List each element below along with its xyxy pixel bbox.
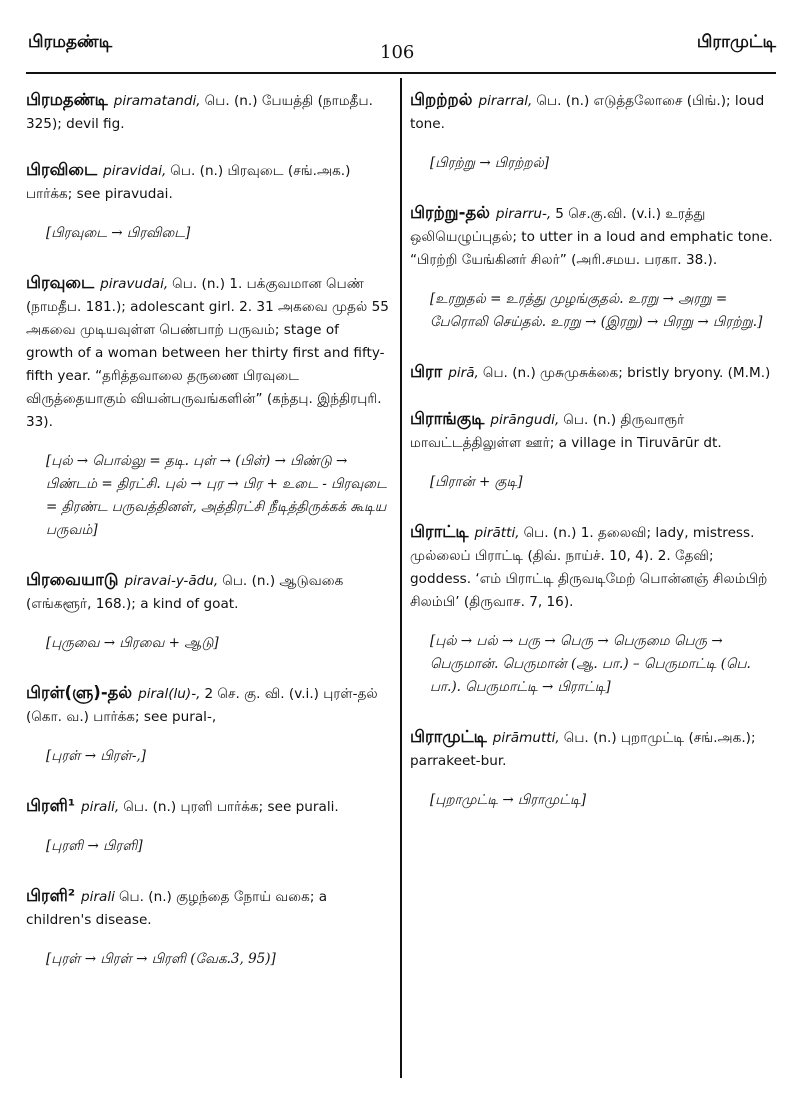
etymology: [புல் → பல் → பரு → பெரு → பெருமை பெரு → பெருமான். பெருமான் (ஆ. பா.) – பெருமாட்டி (பெ. பா.). பெருமாட்டி → பிராட்டி] <box>430 633 751 695</box>
transliteration: piravudai, <box>100 276 169 292</box>
etymology: [புறாமுட்டி → பிராமுட்டி] <box>430 792 587 808</box>
definition: பெ. (n.) புரளி பார்க்க; see purali. <box>123 799 339 815</box>
header-right-guideword: பிராமுட்டி <box>696 32 776 52</box>
definition: பெ. (n.) புறாமுட்டி (சங்.அக.); parrakeet-bur. <box>410 730 756 769</box>
headword: பிறற்றல் <box>410 90 473 109</box>
headword: பிரற்று-தல் <box>410 203 490 222</box>
headword: பிரமதண்டி <box>26 90 108 109</box>
transliteration: pirarru-, <box>495 206 552 222</box>
entry <box>410 725 774 773</box>
transliteration: pirāngudi, <box>490 412 560 428</box>
headword: பிராட்டி <box>410 522 469 541</box>
entry <box>26 681 390 729</box>
page-header <box>0 28 800 68</box>
right-column <box>410 88 774 838</box>
transliteration: pirarral, <box>478 93 533 109</box>
headword: பிரவுடை <box>26 273 95 292</box>
headword: பிராமுட்டி <box>410 727 487 746</box>
headword: பிரளி¹ <box>26 796 76 815</box>
transliteration: pirāmutti, <box>492 730 560 746</box>
entry <box>26 158 390 206</box>
etymology: [பிரற்று → பிரற்றல்] <box>430 155 550 171</box>
transliteration: pirā, <box>448 365 479 381</box>
definition: பெ. (n.) குழந்தை நோய் வகை; a children's disease. <box>26 889 328 928</box>
header-left-guideword: பிரமதண்டி <box>28 32 113 52</box>
headword: பிரவையாடு <box>26 570 119 589</box>
definition: 5 செ.கு.வி. (v.i.) உரத்து ஒலியெழுப்புதல்; to utter in a loud and emphatic tone. “பிரற்றி யேங்கினர் சிலர்” (அரி.சமய. பரகா. 38.). <box>410 206 773 268</box>
column-divider <box>400 78 402 1078</box>
etymology: [புல் → பொல்லு = தடி. புள் → (பிள்) → பிண்டு → பிண்டம் = திரட்சி. புல் → புர → பிர + உடை - பிரவுடை = திரண்ட பருவத்தினள், அத்திரட்சி நீடித்திருக்கக் கூடிய பருவம்] <box>46 453 387 538</box>
entry <box>26 568 390 616</box>
entry <box>410 201 774 272</box>
transliteration: piramatandi, <box>113 93 201 109</box>
left-column <box>26 88 390 997</box>
entry <box>26 271 390 434</box>
etymology: [புரளி → பிரளி] <box>46 838 143 854</box>
entry <box>26 88 390 136</box>
transliteration: pirali <box>81 889 115 905</box>
headword: பிரள்(ளு)-தல் <box>26 683 133 702</box>
etymology: [பிரான் + குடி] <box>430 474 523 490</box>
headword: பிரா <box>410 362 443 381</box>
entry <box>410 407 774 455</box>
entry <box>26 884 390 932</box>
definition: பெ. (n.) ஆடுவகை (எங்களூர், 168.); a kind of goat. <box>26 573 344 612</box>
entry <box>410 520 774 614</box>
header-rule <box>26 72 776 74</box>
etymology: [உரறுதல் = உரத்து முழங்குதல். உரறு → அரறு = பேரொலி செய்தல். உரறு → (இரறு) → பிரறு → பிரற்று.] <box>430 291 763 330</box>
transliteration: piravidai, <box>103 163 167 179</box>
transliteration: pirātti, <box>474 525 520 541</box>
entry <box>410 360 774 385</box>
definition: பெ. (n.) திருவாரூர் மாவட்டத்திலுள்ள ஊர்; a village in Tiruvārūr dt. <box>410 412 722 451</box>
headword: பிராங்குடி <box>410 409 485 428</box>
definition: 2 செ. கு. வி. (v.i.) புரள்-தல் (கொ. வ.) பார்க்க; see pural-, <box>26 686 378 725</box>
transliteration: piral(lu)-, <box>138 686 201 702</box>
entry <box>26 794 390 819</box>
headword: பிரவிடை <box>26 160 98 179</box>
headword: பிரளி² <box>26 886 76 905</box>
definition: பெ. (n.) பேயத்தி (நாமதீப. 325); devil fig. <box>26 93 373 132</box>
entry <box>410 88 774 136</box>
etymology: [பிரவுடை → பிரவிடை] <box>46 225 191 241</box>
definition: பெ. (n.) பிரவுடை (சங்.அக.) பார்க்க; see piravudai. <box>26 163 351 202</box>
transliteration: pirali, <box>81 799 120 815</box>
definition: பெ. (n.) 1. தலைவி; lady, mistress. முல்லைப் பிராட்டி (திவ். நாய்ச். 10, 4). 2. தேவி; goddess. ‘எம் பிராட்டி திருவடிமேற் பொன்னஞ் சிலம்பிற் சிலம்பி’ (திருவாச. 7, 16). <box>410 525 768 610</box>
transliteration: piravai-y-ādu, <box>124 573 219 589</box>
definition: பெ. (n.) எடுத்தலோசை (பிங்.); loud tone. <box>410 93 765 132</box>
page-number: 106 <box>380 42 415 63</box>
definition: பெ. (n.) 1. பக்குவமான பெண் (நாமதீப. 181.); adolescant girl. 2. 31 அகவை முதல் 55 அகவை முடியவுள்ள பெண்பாற் பருவம்; stage of growth of a woman between her thirty first and fifty-fifth year. “தரித்தவாலை தருணை பிரவுடை விருத்தையாகும் வியன்பருவங்களின்” (கந்தபு. இந்திரபுரி. 33). <box>26 276 389 430</box>
definition: பெ. (n.) முசுமுசுக்கை; bristly bryony. (M.M.) <box>482 365 771 381</box>
etymology: [புருவை → பிரவை + ஆடு] <box>46 635 219 651</box>
etymology: [புரள் → பிரள் → பிரளி (வேக.3, 95)] <box>46 951 276 967</box>
etymology: [புரள் → பிரள்-,] <box>46 748 146 764</box>
